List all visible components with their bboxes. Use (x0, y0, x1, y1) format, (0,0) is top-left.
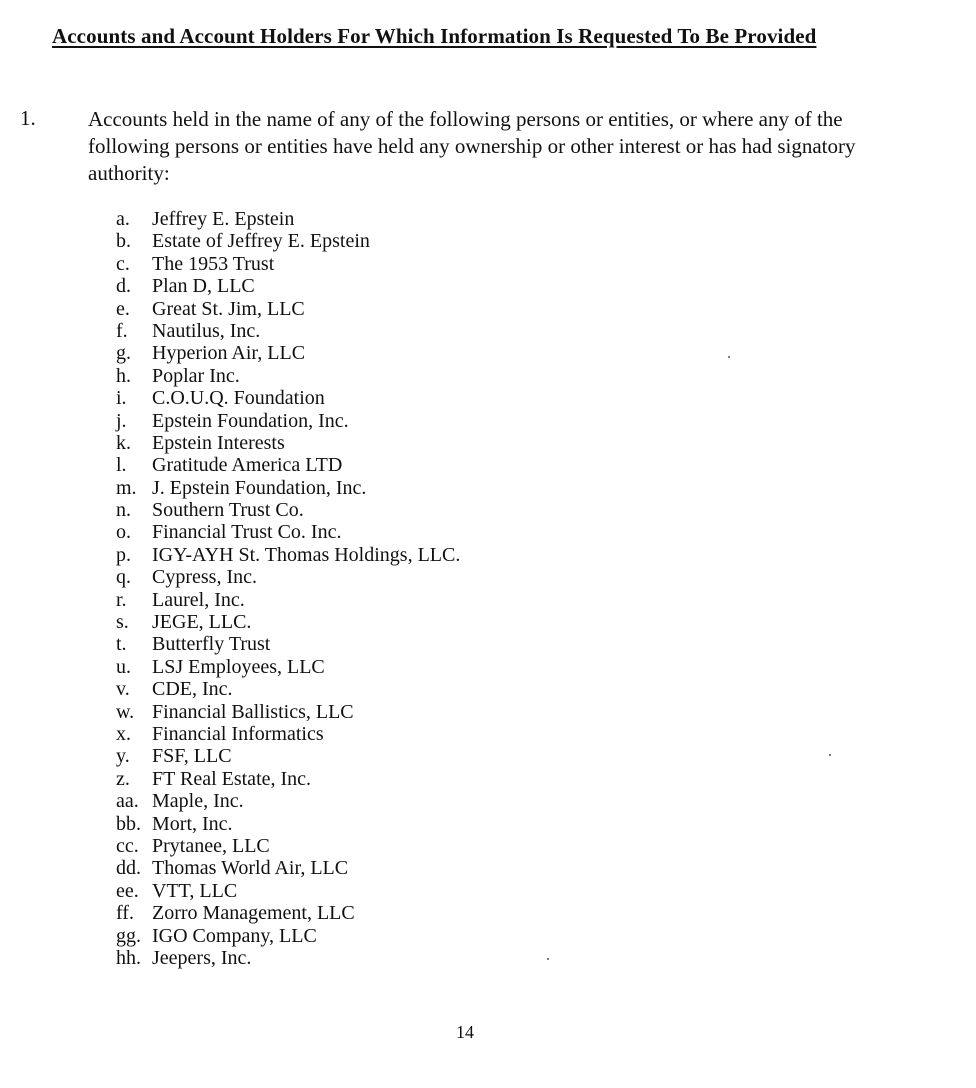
list-item-letter: bb. (116, 812, 141, 835)
entity-name: FT Real Estate, Inc. (152, 767, 312, 790)
entity-name: Jeepers, Inc. (152, 946, 252, 969)
list-item (116, 723, 460, 745)
entity-name: J. Epstein Foundation, Inc. (152, 476, 367, 499)
list-item-letter: dd. (116, 857, 141, 880)
list-item (116, 656, 460, 678)
list-item (116, 947, 460, 969)
entity-name: Butterfly Trust (152, 633, 271, 656)
list-item-letter: gg. (116, 924, 141, 947)
list-item-letter: n. (116, 499, 131, 522)
list-item (116, 477, 460, 499)
entity-name: FSF, LLC (152, 745, 232, 768)
list-item (116, 701, 460, 723)
entity-name: Cypress, Inc. (152, 566, 257, 589)
list-item (116, 745, 460, 767)
item-number: 1. (20, 106, 36, 130)
list-item-letter: c. (116, 252, 130, 275)
list-item-letter: m. (116, 476, 137, 499)
list-item-letter: g. (116, 342, 131, 365)
entity-name: Financial Trust Co. Inc. (152, 521, 342, 544)
list-item (116, 611, 460, 633)
list-item (116, 499, 460, 521)
list-item (116, 857, 460, 879)
list-item (116, 678, 460, 700)
entity-name: Hyperion Air, LLC (152, 342, 306, 365)
entity-name: Laurel, Inc. (152, 588, 245, 611)
list-item (116, 275, 460, 297)
list-item-letter: s. (116, 611, 129, 634)
list-item-letter: r. (116, 588, 127, 611)
list-item-letter: ff. (116, 902, 134, 925)
list-item-letter: q. (116, 566, 131, 589)
list-item (116, 835, 460, 857)
list-item-letter: cc. (116, 834, 139, 857)
entity-name: Epstein Interests (152, 431, 285, 454)
entity-name: LSJ Employees, LLC (152, 655, 325, 678)
scan-speck (829, 754, 831, 756)
list-item (116, 544, 460, 566)
list-item-letter: d. (116, 275, 131, 298)
entity-name: Zorro Management, LLC (152, 902, 355, 925)
entity-name: Mort, Inc. (152, 812, 233, 835)
list-item (116, 253, 460, 275)
list-item (116, 633, 460, 655)
entity-name: Financial Ballistics, LLC (152, 700, 354, 723)
list-item (116, 589, 460, 611)
intro-paragraph: Accounts held in the name of any of the following persons or entities, or where any of the following persons or entities have held any ownership or other interest or has had signatory authority: (88, 107, 856, 185)
list-item (116, 790, 460, 812)
list-item (116, 410, 460, 432)
list-item-letter: ee. (116, 879, 139, 902)
entity-name: Prytanee, LLC (152, 834, 270, 857)
list-item-letter: l. (116, 454, 127, 477)
list-item-letter: z. (116, 767, 130, 790)
list-item (116, 521, 460, 543)
list-item-letter: u. (116, 655, 131, 678)
entity-name: C.O.U.Q. Foundation (152, 387, 325, 410)
list-item (116, 298, 460, 320)
list-item (116, 208, 460, 230)
entity-name: Maple, Inc. (152, 790, 244, 813)
list-item-letter: w. (116, 700, 135, 723)
list-item (116, 902, 460, 924)
entity-name: JEGE, LLC. (152, 611, 252, 634)
list-item (116, 880, 460, 902)
page-number: 14 (456, 1022, 474, 1042)
list-item-letter: h. (116, 364, 131, 387)
entity-name: Plan D, LLC (152, 275, 255, 298)
list-item-letter: hh. (116, 946, 141, 969)
list-item (116, 230, 460, 252)
entity-list (116, 208, 460, 969)
list-item-letter: o. (116, 521, 131, 544)
scan-speck (547, 958, 549, 960)
entity-name: Jeffrey E. Epstein (152, 208, 295, 230)
list-item-letter: b. (116, 230, 131, 253)
list-item-letter: a. (116, 208, 130, 230)
list-item (116, 925, 460, 947)
list-item-letter: k. (116, 431, 131, 454)
entity-name: Financial Informatics (152, 722, 324, 745)
list-item-letter: j. (116, 409, 127, 432)
list-item (116, 432, 460, 454)
entity-name: Estate of Jeffrey E. Epstein (152, 230, 370, 253)
list-item (116, 768, 460, 790)
list-item (116, 387, 460, 409)
entity-name: Gratitude America LTD (152, 454, 343, 477)
list-item (116, 342, 460, 364)
list-item-letter: f. (116, 319, 128, 342)
list-item-letter: t. (116, 633, 127, 656)
list-item-letter: y. (116, 745, 130, 768)
list-item (116, 813, 460, 835)
list-item (116, 365, 460, 387)
list-item (116, 566, 460, 588)
scan-speck (728, 356, 730, 358)
entity-name: IGY-AYH St. Thomas Holdings, LLC. (152, 543, 461, 566)
entity-name: VTT, LLC (152, 879, 238, 902)
list-item-letter: p. (116, 543, 131, 566)
entity-name: Nautilus, Inc. (152, 319, 261, 342)
entity-name: Thomas World Air, LLC (152, 857, 349, 880)
entity-name: The 1953 Trust (152, 252, 275, 275)
entity-name: Great St. Jim, LLC (152, 297, 305, 320)
entity-name: Southern Trust Co. (152, 499, 304, 522)
list-item-letter: x. (116, 722, 131, 745)
list-item-letter: v. (116, 678, 130, 701)
entity-name: Epstein Foundation, Inc. (152, 409, 349, 432)
list-item-letter: aa. (116, 790, 139, 813)
entity-name: IGO Company, LLC (152, 924, 317, 947)
entity-name: Poplar Inc. (152, 364, 240, 387)
list-item-letter: e. (116, 297, 130, 320)
entity-name: CDE, Inc. (152, 678, 233, 701)
document-heading: Accounts and Account Holders For Which Information Is Requested To Be Provided (52, 24, 817, 48)
list-item-letter: i. (116, 387, 127, 410)
list-item (116, 454, 460, 476)
list-item (116, 320, 460, 342)
